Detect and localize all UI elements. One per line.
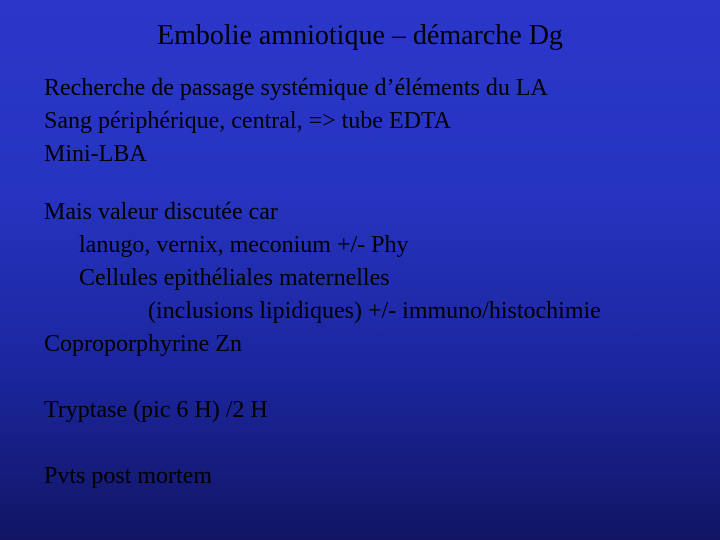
body-line-5: lanugo, vernix, meconium +/- Phy: [79, 232, 409, 258]
body-line-10: Pvts post mortem: [44, 463, 213, 489]
slide-body: [44, 72, 704, 493]
spacer: [44, 361, 704, 394]
body-line-7: (inclusions lipidiques) +/- immuno/histochimie: [148, 298, 601, 324]
body-line-1: Recherche de passage systémique d’éléments du LA: [44, 75, 548, 101]
body-line-2: Sang périphérique, central, => tube EDTA: [44, 108, 452, 134]
body-line-9: Tryptase (pic 6 H) /2 H: [44, 397, 268, 423]
spacer: [44, 427, 704, 460]
body-line-3: Mini-LBA: [44, 141, 147, 167]
body-line-4: Mais valeur discutée car: [44, 199, 278, 225]
body-line-8: Coproporphyrine Zn: [44, 331, 242, 357]
spacer: [44, 171, 704, 196]
slide-title: Embolie amniotique – démarche Dg: [157, 20, 563, 51]
body-line-6: Cellules epithéliales maternelles: [79, 265, 390, 291]
